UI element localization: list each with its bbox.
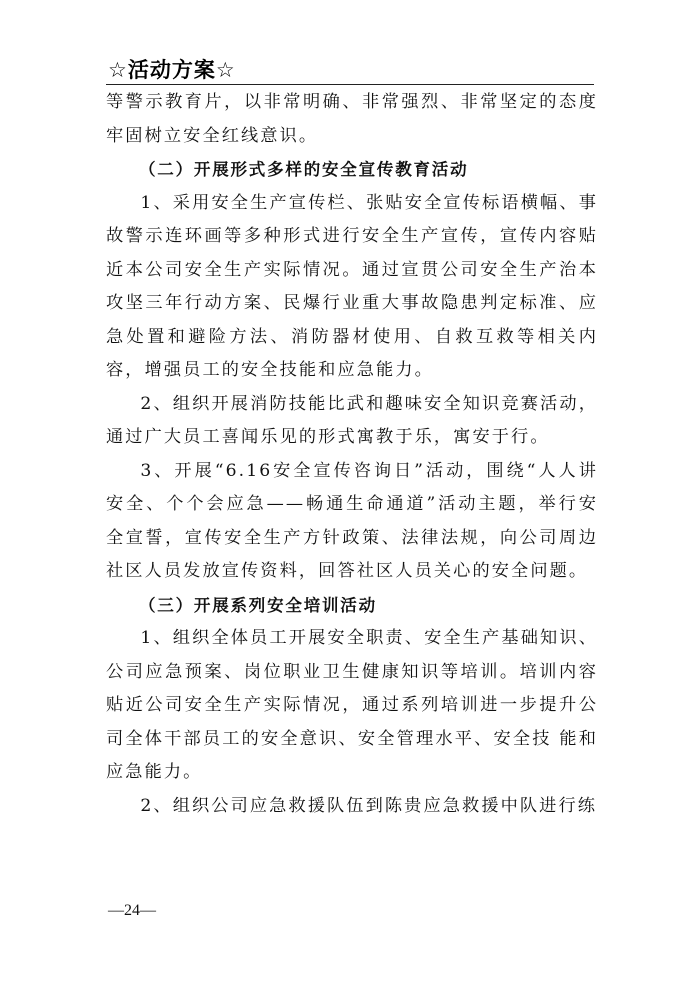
paragraph-training-2: 2、组织公司应急救援队伍到陈贵应急救援中队进行练 xyxy=(140,795,598,816)
paragraph-training-1: 1、组织全体员工开展安全职责、安全生产基础知识、公司应急预案、岗位职业卫生健康知识等培训。培训内容贴近公司安全生产实际情况，通过系列培训进一步提升公司全体干部员工的安全意识、安全管理水平、安全技 能和应急能力。 xyxy=(106,628,598,782)
paragraph-continuation: 等警示教育片，以非常明确、非常强烈、非常坚定的态度牢固树立安全红线意识。 xyxy=(106,92,598,146)
paragraph-item-1: 1、采用安全生产宣传栏、张贴安全宣传标语横幅、事故警示连环画等多种形式进行安全生产宣传，宣传内容贴近本公司安全生产实际情况。通过宣贯公司安全生产治本攻坚三年行动方案、民爆行业重大事故隐患判定标准、应急处置和避险方法、消防器材使用、自救互救等相关内容，增强员工的安全技能和应急能力。 xyxy=(106,192,598,380)
document-header-title: ☆活动方案☆ xyxy=(108,58,236,82)
section-heading-3: （三）开展系列安全培训活动 xyxy=(139,595,377,615)
section-heading-2: （二）开展形式多样的安全宣传教育活动 xyxy=(139,160,469,179)
paragraph-item-3: 3、开展“6.16安全宣传咨询日”活动，围绕“人人讲安全、个个会应急——畅通生命通道”活动主题，举行安全宣誓，宣传安全生产方针政策、法律法规，向公司周边社区人员发放宣传资料，回答社区人员关心的安全问题。 xyxy=(106,460,598,581)
document-body xyxy=(106,86,598,823)
paragraph-item-2: 2、组织开展消防技能比武和趣味安全知识竞赛活动，通过广大员工喜闻乐见的形式寓教于乐，寓安于行。 xyxy=(106,393,598,447)
header-divider xyxy=(106,84,594,85)
page-number: —24— xyxy=(108,902,156,919)
